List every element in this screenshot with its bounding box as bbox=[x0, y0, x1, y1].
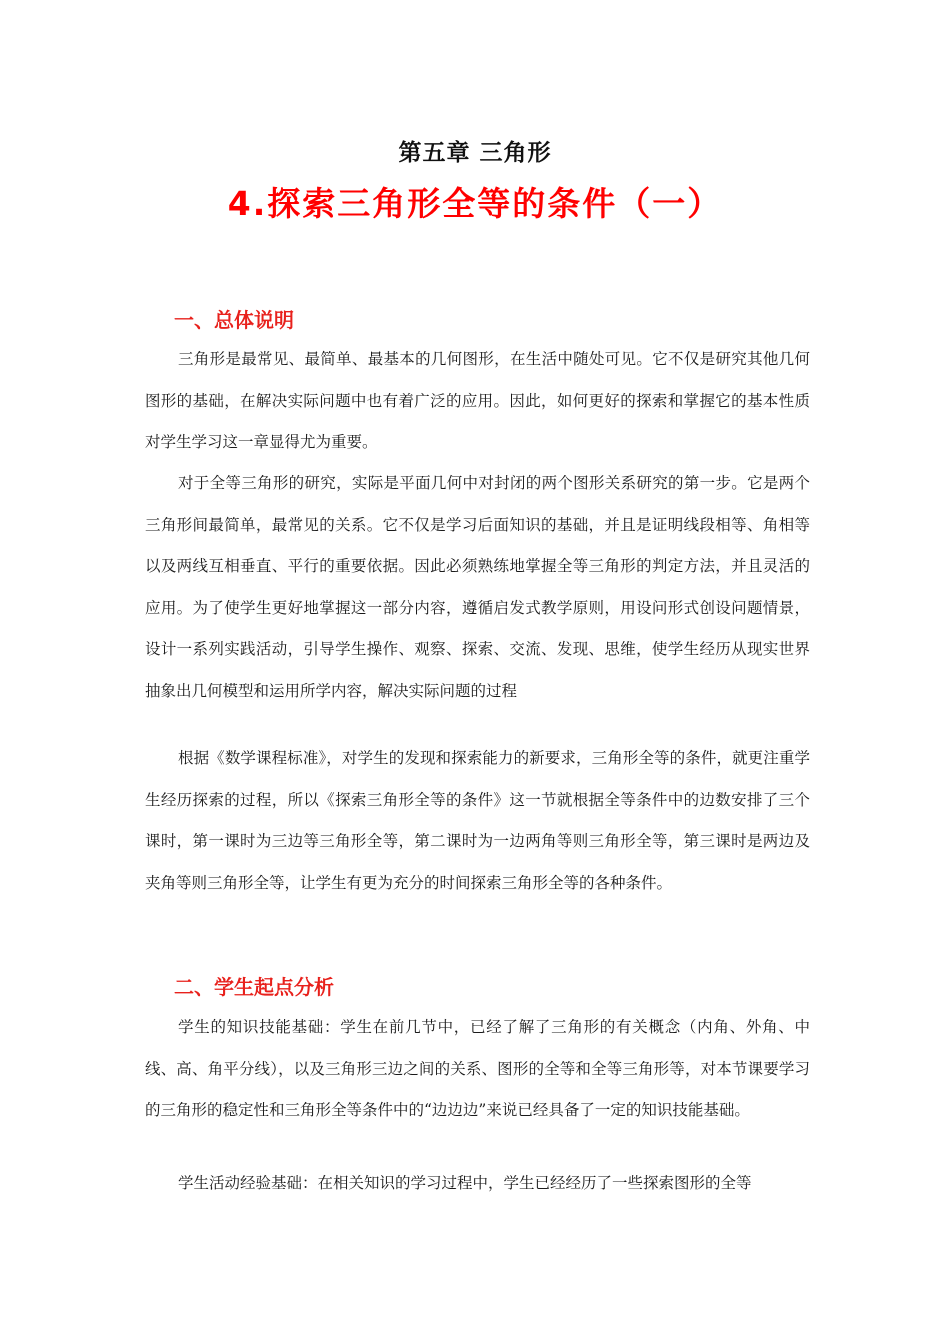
paragraph-overview-3: 根据《数学课程标准》，对学生的发现和探索能力的新要求，三角形全等的条件，就更注重学生经历探索的过程，所以《探索三角形全等的条件》这一节就根据全等条件中的边数安排了三个课时，第一课时为三边等三角形全等，第二课时为一边两角等则三角形全等，第三课时是两边及夹角等则三角形全等，让学生有更为充分的时间探索三角形全等的各种条件。 bbox=[145, 749, 810, 892]
lesson-title: 4.探索三角形全等的条件（一） bbox=[227, 184, 723, 223]
chapter-heading: 第五章 三角形 bbox=[398, 140, 552, 166]
section-heading-student-analysis: 二、学生起点分析 bbox=[174, 975, 334, 999]
paragraph-student-experience: 学生活动经验基础：在相关知识的学习过程中，学生已经经历了一些探索图形的全等 bbox=[178, 1174, 752, 1192]
paragraph-overview-1: 三角形是最常见、最简单、最基本的几何图形，在生活中随处可见。它不仅是研究其他几何图形的基础，在解决实际问题中也有着广泛的应用。因此，如何更好的探索和掌握它的基本性质对学生学习这一章显得尤为重要。 bbox=[145, 350, 810, 451]
section-heading-overview: 一、总体说明 bbox=[174, 308, 294, 332]
paragraph-student-knowledge: 学生的知识技能基础：学生在前几节中，已经了解了三角形的有关概念（内角、外角、中线、高、角平分线），以及三角形三边之间的关系、图形的全等和全等三角形等，对本节课要学习的三角形的稳定性和三角形全等条件中的“边边边”来说已经具备了一定的知识技能基础。 bbox=[145, 1018, 810, 1119]
paragraph-overview-2: 对于全等三角形的研究，实际是平面几何中对封闭的两个图形关系研究的第一步。它是两个三角形间最简单，最常见的关系。它不仅是学习后面知识的基础，并且是证明线段相等、角相等以及两线互相垂直、平行的重要依据。因此必须熟练地掌握全等三角形的判定方法，并且灵活的应用。为了使学生更好地掌握这一部分内容，遵循启发式教学原则，用设问形式创设问题情景，设计一系列实践活动，引导学生操作、观察、探索、交流、发现、思维，使学生经历从现实世界抽象出几何模型和运用所学内容，解决实际问题的过程 bbox=[145, 474, 810, 700]
